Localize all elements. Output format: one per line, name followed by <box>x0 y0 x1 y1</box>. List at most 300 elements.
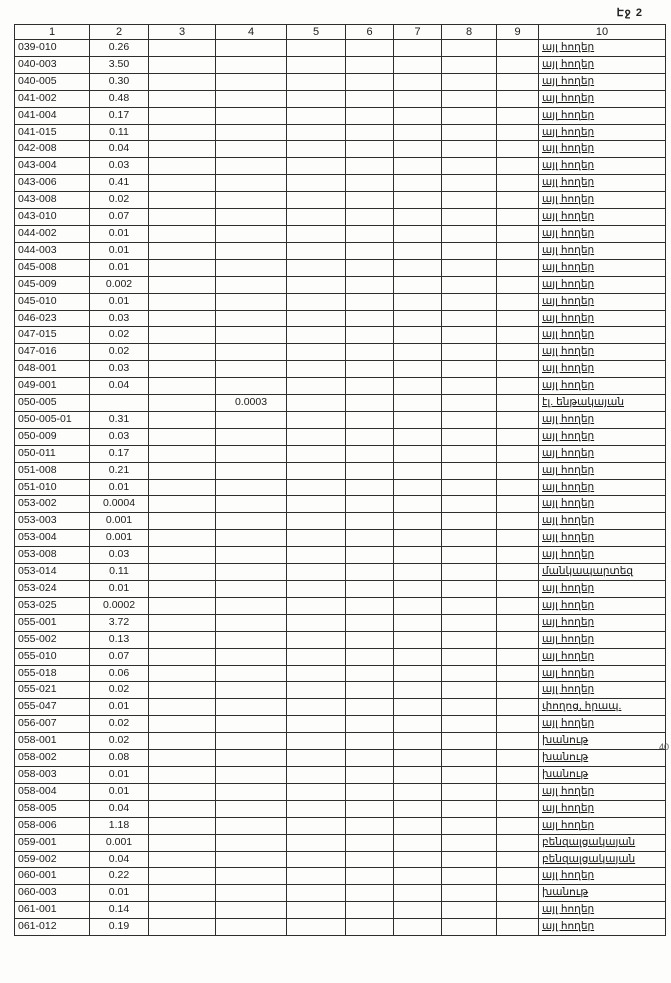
cell-landuse <box>539 158 666 175</box>
landuse-text: փողոց, հրապ. <box>542 700 622 713</box>
landuse-text: այլ հողեր <box>542 615 595 628</box>
cell-landuse <box>539 817 666 834</box>
cell-empty-8 <box>442 851 497 868</box>
land-parcel-table <box>14 24 666 936</box>
cell-landuse <box>539 327 666 344</box>
cell-empty-6 <box>346 902 394 919</box>
cell-empty-8 <box>442 293 497 310</box>
cell-empty-5 <box>287 293 346 310</box>
table-row <box>15 158 666 175</box>
cell-empty-5 <box>287 158 346 175</box>
cell-empty-5 <box>287 716 346 733</box>
cell-empty-6 <box>346 192 394 209</box>
cell-empty-3 <box>149 547 216 564</box>
cell-empty-8 <box>442 395 497 412</box>
cell-area: 0.03 <box>90 310 149 327</box>
cell-empty-5 <box>287 192 346 209</box>
cell-landuse <box>539 56 666 73</box>
cell-empty-6 <box>346 411 394 428</box>
cell-empty-3 <box>149 209 216 226</box>
cell-empty-9 <box>497 902 539 919</box>
cell-empty-5 <box>287 885 346 902</box>
cell-empty-5 <box>287 90 346 107</box>
cell-empty-3 <box>149 665 216 682</box>
cell-area-4 <box>216 445 287 462</box>
cell-area: 0.002 <box>90 276 149 293</box>
cell-empty-6 <box>346 817 394 834</box>
cell-area: 0.02 <box>90 682 149 699</box>
cell-empty-6 <box>346 547 394 564</box>
cell-empty-3 <box>149 327 216 344</box>
cell-area: 0.06 <box>90 665 149 682</box>
cell-landuse <box>539 902 666 919</box>
cell-empty-9 <box>497 851 539 868</box>
landuse-text: այլ հողեր <box>542 649 595 662</box>
table-row <box>15 564 666 581</box>
cell-code: 059-002 <box>15 851 90 868</box>
cell-area-4 <box>216 310 287 327</box>
cell-empty-9 <box>497 547 539 564</box>
cell-landuse <box>539 445 666 462</box>
landuse-text: խանութ <box>542 767 589 780</box>
table-row <box>15 547 666 564</box>
cell-empty-7 <box>394 56 442 73</box>
cell-empty-3 <box>149 395 216 412</box>
cell-empty-3 <box>149 158 216 175</box>
cell-area: 0.03 <box>90 428 149 445</box>
cell-empty-9 <box>497 259 539 276</box>
cell-area-4 <box>216 851 287 868</box>
cell-empty-3 <box>149 564 216 581</box>
cell-empty-7 <box>394 648 442 665</box>
cell-empty-7 <box>394 868 442 885</box>
cell-code: 053-003 <box>15 513 90 530</box>
cell-empty-7 <box>394 750 442 767</box>
cell-empty-3 <box>149 310 216 327</box>
table-row <box>15 276 666 293</box>
cell-code: 050-009 <box>15 428 90 445</box>
cell-empty-5 <box>287 225 346 242</box>
cell-area: 0.01 <box>90 783 149 800</box>
cell-empty-9 <box>497 885 539 902</box>
cell-empty-5 <box>287 919 346 936</box>
table-row <box>15 310 666 327</box>
cell-empty-9 <box>497 479 539 496</box>
cell-empty-5 <box>287 834 346 851</box>
cell-empty-5 <box>287 276 346 293</box>
cell-area: 0.30 <box>90 73 149 90</box>
cell-area-4 <box>216 766 287 783</box>
table-row <box>15 783 666 800</box>
cell-area-4 <box>216 259 287 276</box>
landuse-text: այլ հողեր <box>542 74 595 87</box>
cell-empty-5 <box>287 581 346 598</box>
margin-note: 40 <box>658 742 669 752</box>
cell-area-4 <box>216 885 287 902</box>
cell-area-4 <box>216 40 287 57</box>
cell-empty-6 <box>346 40 394 57</box>
table-row <box>15 631 666 648</box>
cell-code: 047-015 <box>15 327 90 344</box>
cell-empty-8 <box>442 361 497 378</box>
cell-empty-8 <box>442 547 497 564</box>
cell-empty-3 <box>149 699 216 716</box>
cell-empty-3 <box>149 750 216 767</box>
landuse-text: այլ հողեր <box>542 784 595 797</box>
cell-empty-8 <box>442 496 497 513</box>
table-row <box>15 716 666 733</box>
table-row <box>15 327 666 344</box>
cell-empty-8 <box>442 783 497 800</box>
cell-empty-6 <box>346 479 394 496</box>
cell-landuse <box>539 766 666 783</box>
cell-code: 051-008 <box>15 462 90 479</box>
cell-landuse <box>539 107 666 124</box>
cell-area: 0.08 <box>90 750 149 767</box>
cell-empty-8 <box>442 648 497 665</box>
table-row <box>15 445 666 462</box>
cell-empty-6 <box>346 716 394 733</box>
cell-empty-8 <box>442 259 497 276</box>
cell-empty-8 <box>442 40 497 57</box>
cell-area-4 <box>216 73 287 90</box>
cell-empty-9 <box>497 581 539 598</box>
cell-empty-3 <box>149 834 216 851</box>
cell-empty-8 <box>442 631 497 648</box>
cell-landuse <box>539 919 666 936</box>
cell-empty-7 <box>394 107 442 124</box>
cell-area-4 <box>216 868 287 885</box>
cell-empty-5 <box>287 868 346 885</box>
cell-empty-8 <box>442 564 497 581</box>
cell-code: 050-005-01 <box>15 411 90 428</box>
cell-empty-8 <box>442 107 497 124</box>
cell-code: 040-005 <box>15 73 90 90</box>
cell-empty-3 <box>149 648 216 665</box>
cell-empty-5 <box>287 564 346 581</box>
cell-landuse <box>539 141 666 158</box>
table-row <box>15 614 666 631</box>
landuse-text: բենզալցակայան <box>542 852 636 865</box>
cell-empty-7 <box>394 851 442 868</box>
cell-empty-9 <box>497 395 539 412</box>
cell-area-4 <box>216 750 287 767</box>
cell-code: 058-006 <box>15 817 90 834</box>
cell-empty-5 <box>287 107 346 124</box>
cell-area: 0.01 <box>90 225 149 242</box>
cell-empty-3 <box>149 581 216 598</box>
cell-landuse <box>539 209 666 226</box>
cell-code: 058-002 <box>15 750 90 767</box>
table-row <box>15 40 666 57</box>
cell-landuse <box>539 834 666 851</box>
cell-code: 041-015 <box>15 124 90 141</box>
landuse-text: այլ հողեր <box>542 311 595 324</box>
cell-landuse <box>539 378 666 395</box>
cell-empty-5 <box>287 665 346 682</box>
cell-empty-7 <box>394 530 442 547</box>
cell-empty-7 <box>394 783 442 800</box>
cell-empty-3 <box>149 513 216 530</box>
landuse-text: այլ հողեր <box>542 429 595 442</box>
cell-empty-5 <box>287 310 346 327</box>
cell-empty-6 <box>346 395 394 412</box>
cell-empty-5 <box>287 344 346 361</box>
table-row <box>15 124 666 141</box>
cell-code: 049-001 <box>15 378 90 395</box>
cell-empty-5 <box>287 631 346 648</box>
landuse-text: այլ հողեր <box>542 345 595 358</box>
landuse-text: այլ հողեր <box>542 869 595 882</box>
cell-empty-8 <box>442 665 497 682</box>
cell-empty-8 <box>442 327 497 344</box>
cell-empty-8 <box>442 716 497 733</box>
table-row <box>15 699 666 716</box>
cell-empty-6 <box>346 428 394 445</box>
cell-area-4 <box>216 665 287 682</box>
cell-area-4 <box>216 361 287 378</box>
column-header-9: 9 <box>497 25 539 40</box>
cell-empty-9 <box>497 750 539 767</box>
cell-code: 053-024 <box>15 581 90 598</box>
cell-code: 061-012 <box>15 919 90 936</box>
cell-landuse <box>539 648 666 665</box>
cell-code: 053-004 <box>15 530 90 547</box>
cell-code: 058-003 <box>15 766 90 783</box>
table-row <box>15 648 666 665</box>
cell-empty-3 <box>149 885 216 902</box>
table-row <box>15 766 666 783</box>
cell-empty-9 <box>497 344 539 361</box>
cell-empty-8 <box>442 56 497 73</box>
table-row <box>15 225 666 242</box>
cell-empty-8 <box>442 428 497 445</box>
column-header-10: 10 <box>539 25 666 40</box>
cell-empty-7 <box>394 242 442 259</box>
cell-empty-8 <box>442 597 497 614</box>
cell-landuse <box>539 597 666 614</box>
cell-area-4 <box>216 648 287 665</box>
landuse-text: խանութ <box>542 734 589 747</box>
cell-empty-6 <box>346 361 394 378</box>
cell-empty-7 <box>394 919 442 936</box>
cell-empty-3 <box>149 800 216 817</box>
cell-area: 0.03 <box>90 547 149 564</box>
cell-empty-3 <box>149 242 216 259</box>
cell-empty-8 <box>442 885 497 902</box>
landuse-text: այլ հողեր <box>542 260 595 273</box>
cell-area: 0.02 <box>90 733 149 750</box>
cell-empty-9 <box>497 716 539 733</box>
cell-code: 045-008 <box>15 259 90 276</box>
cell-area: 0.31 <box>90 411 149 428</box>
cell-empty-5 <box>287 175 346 192</box>
cell-empty-5 <box>287 699 346 716</box>
cell-area-4 <box>216 733 287 750</box>
cell-empty-5 <box>287 40 346 57</box>
cell-empty-9 <box>497 225 539 242</box>
cell-empty-9 <box>497 310 539 327</box>
cell-empty-5 <box>287 817 346 834</box>
cell-empty-3 <box>149 445 216 462</box>
cell-empty-3 <box>149 716 216 733</box>
landuse-text: խանութ <box>542 751 589 764</box>
cell-empty-8 <box>442 90 497 107</box>
cell-empty-3 <box>149 361 216 378</box>
table-row <box>15 192 666 209</box>
cell-empty-5 <box>287 378 346 395</box>
landuse-text: այլ հողեր <box>542 531 595 544</box>
cell-empty-7 <box>394 902 442 919</box>
cell-empty-7 <box>394 699 442 716</box>
cell-code: 047-016 <box>15 344 90 361</box>
cell-empty-7 <box>394 614 442 631</box>
cell-empty-6 <box>346 766 394 783</box>
cell-empty-6 <box>346 141 394 158</box>
cell-area: 0.26 <box>90 40 149 57</box>
table-row <box>15 902 666 919</box>
cell-code: 042-008 <box>15 141 90 158</box>
table-row <box>15 141 666 158</box>
cell-empty-8 <box>442 614 497 631</box>
cell-empty-7 <box>394 547 442 564</box>
cell-empty-6 <box>346 750 394 767</box>
cell-landuse <box>539 462 666 479</box>
landuse-text: այլ հողեր <box>542 193 595 206</box>
table-row <box>15 733 666 750</box>
cell-landuse <box>539 496 666 513</box>
table-row <box>15 581 666 598</box>
cell-landuse <box>539 411 666 428</box>
cell-landuse <box>539 547 666 564</box>
cell-empty-5 <box>287 513 346 530</box>
cell-empty-9 <box>497 411 539 428</box>
cell-code: 045-009 <box>15 276 90 293</box>
cell-empty-5 <box>287 783 346 800</box>
cell-empty-7 <box>394 276 442 293</box>
cell-empty-3 <box>149 479 216 496</box>
cell-landuse <box>539 242 666 259</box>
cell-landuse <box>539 800 666 817</box>
cell-area: 1.18 <box>90 817 149 834</box>
landuse-text: այլ հողեր <box>542 514 595 527</box>
cell-empty-9 <box>497 361 539 378</box>
table-row <box>15 259 666 276</box>
cell-area-4 <box>216 513 287 530</box>
cell-empty-5 <box>287 428 346 445</box>
cell-area: 0.17 <box>90 107 149 124</box>
cell-empty-5 <box>287 479 346 496</box>
cell-empty-7 <box>394 259 442 276</box>
cell-empty-6 <box>346 851 394 868</box>
cell-landuse <box>539 699 666 716</box>
cell-empty-3 <box>149 919 216 936</box>
cell-area: 0.21 <box>90 462 149 479</box>
cell-empty-8 <box>442 310 497 327</box>
cell-empty-7 <box>394 665 442 682</box>
cell-code: 041-002 <box>15 90 90 107</box>
cell-empty-8 <box>442 192 497 209</box>
cell-empty-8 <box>442 750 497 767</box>
cell-empty-8 <box>442 581 497 598</box>
cell-empty-6 <box>346 648 394 665</box>
landuse-text: այլ հողեր <box>542 717 595 730</box>
cell-area-4 <box>216 209 287 226</box>
cell-area: 0.11 <box>90 564 149 581</box>
cell-empty-7 <box>394 834 442 851</box>
cell-landuse <box>539 175 666 192</box>
column-header-7: 7 <box>394 25 442 40</box>
landuse-text: այլ հողեր <box>542 598 595 611</box>
cell-empty-7 <box>394 817 442 834</box>
cell-landuse <box>539 40 666 57</box>
table-row <box>15 411 666 428</box>
cell-empty-3 <box>149 378 216 395</box>
cell-landuse <box>539 665 666 682</box>
cell-empty-7 <box>394 800 442 817</box>
cell-landuse <box>539 733 666 750</box>
cell-area-4 <box>216 462 287 479</box>
cell-empty-5 <box>287 462 346 479</box>
cell-empty-9 <box>497 614 539 631</box>
cell-area: 0.01 <box>90 885 149 902</box>
cell-area: 0.04 <box>90 141 149 158</box>
cell-empty-8 <box>442 834 497 851</box>
column-header-3: 3 <box>149 25 216 40</box>
cell-empty-8 <box>442 411 497 428</box>
cell-empty-9 <box>497 73 539 90</box>
cell-empty-9 <box>497 919 539 936</box>
cell-landuse <box>539 885 666 902</box>
table-row <box>15 513 666 530</box>
cell-empty-5 <box>287 597 346 614</box>
cell-empty-9 <box>497 631 539 648</box>
cell-empty-9 <box>497 496 539 513</box>
cell-area-4 <box>216 107 287 124</box>
column-header-8: 8 <box>442 25 497 40</box>
cell-landuse <box>539 716 666 733</box>
landuse-text: այլ հողեր <box>542 463 595 476</box>
cell-area-4 <box>216 428 287 445</box>
table-row <box>15 209 666 226</box>
landuse-text: այլ հողեր <box>542 176 595 189</box>
cell-empty-7 <box>394 124 442 141</box>
cell-landuse <box>539 225 666 242</box>
cell-area-4 <box>216 192 287 209</box>
cell-empty-7 <box>394 293 442 310</box>
cell-empty-7 <box>394 581 442 598</box>
landuse-text: այլ հողեր <box>542 362 595 375</box>
cell-area-4 <box>216 682 287 699</box>
cell-code: 044-002 <box>15 225 90 242</box>
cell-empty-5 <box>287 547 346 564</box>
cell-area-4 <box>216 699 287 716</box>
cell-area: 0.04 <box>90 800 149 817</box>
cell-empty-5 <box>287 209 346 226</box>
landuse-text: այլ հողեր <box>542 801 595 814</box>
landuse-text: այլ հողեր <box>542 683 595 696</box>
cell-empty-6 <box>346 445 394 462</box>
cell-empty-6 <box>346 885 394 902</box>
cell-empty-8 <box>442 462 497 479</box>
cell-landuse <box>539 614 666 631</box>
cell-code: 045-010 <box>15 293 90 310</box>
cell-code: 043-008 <box>15 192 90 209</box>
cell-empty-5 <box>287 73 346 90</box>
cell-landuse <box>539 851 666 868</box>
cell-empty-6 <box>346 107 394 124</box>
cell-empty-9 <box>497 40 539 57</box>
